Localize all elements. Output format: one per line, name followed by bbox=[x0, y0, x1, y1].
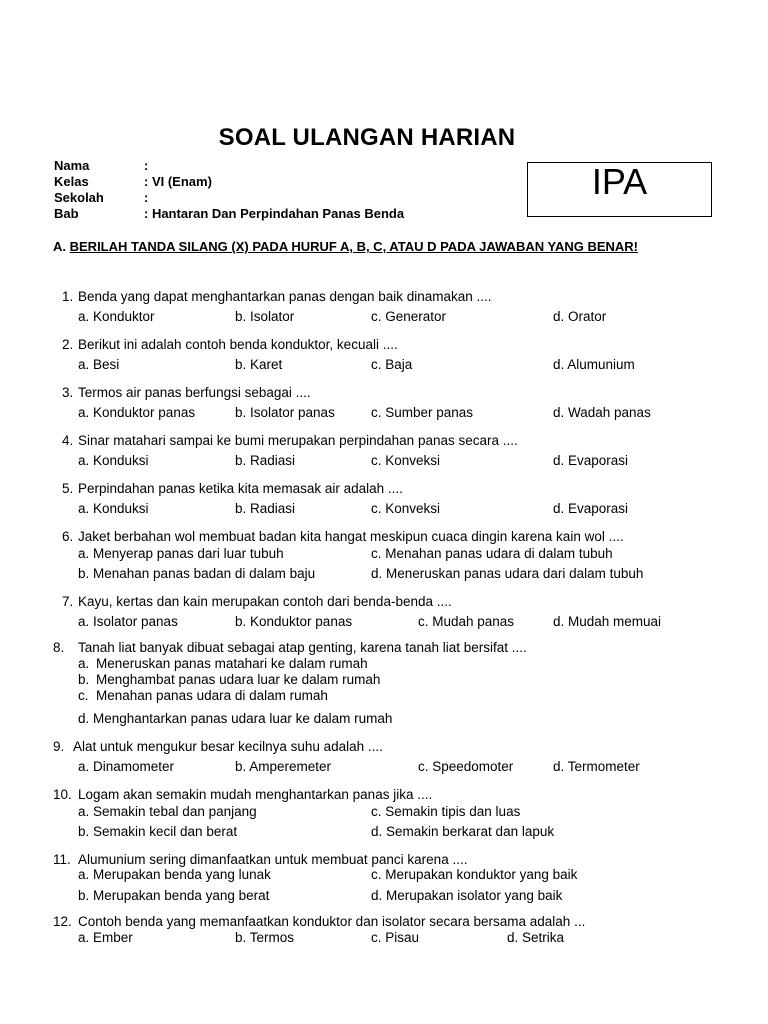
option: b. Radiasi bbox=[235, 501, 296, 516]
field-value-bab: : Hantaran Dan Perpindahan Panas Benda bbox=[144, 206, 405, 221]
question-number: 6. bbox=[62, 529, 74, 544]
question-text: Alat untuk mengukur besar kecilnya suhu adalah .... bbox=[73, 739, 383, 754]
option: a. Dinamometer bbox=[78, 759, 175, 774]
option: d. Merupakan isolator yang baik bbox=[371, 888, 563, 903]
page-title: SOAL ULANGAN HARIAN bbox=[218, 124, 516, 151]
option: Menghambat panas udara luar ke dalam rumah bbox=[96, 672, 381, 687]
option: d. Wadah panas bbox=[553, 405, 651, 420]
question-text: Contoh benda yang memanfaatkan konduktor dan isolator secara bersama adalah ... bbox=[78, 914, 586, 929]
question-text: Tanah liat banyak dibuat sebagai atap genting, karena tanah liat bersifat .... bbox=[78, 640, 527, 655]
option: c. Merupakan konduktor yang baik bbox=[371, 867, 578, 882]
option: c. Semakin tipis dan luas bbox=[371, 804, 521, 819]
option: c. Konveksi bbox=[371, 453, 441, 468]
option: b. Radiasi bbox=[235, 453, 296, 468]
option: a. Konduksi bbox=[78, 453, 149, 468]
question-text: Logam akan semakin mudah menghantarkan panas jika .... bbox=[78, 787, 433, 802]
option: c. Konveksi bbox=[371, 501, 441, 516]
option: a. Besi bbox=[78, 357, 120, 372]
subject-box bbox=[527, 162, 712, 217]
option: b. Menahan panas badan di dalam baju bbox=[78, 566, 316, 581]
option: a. Ember bbox=[78, 930, 133, 945]
field-label-nama: Nama bbox=[54, 158, 90, 173]
option: b. Karet bbox=[235, 357, 283, 372]
option: b. Isolator panas bbox=[235, 405, 335, 420]
option: b. Semakin kecil dan berat bbox=[78, 824, 238, 839]
option: b. Isolator bbox=[235, 309, 295, 324]
option: c. Mudah panas bbox=[418, 614, 515, 629]
option: d. Mudah memuai bbox=[553, 614, 662, 629]
question-text: Berikut ini adalah contoh benda konduktor, kecuali .... bbox=[78, 337, 398, 352]
option: d. Orator bbox=[553, 309, 607, 324]
option: a. Merupakan benda yang lunak bbox=[78, 867, 271, 882]
option: d. Meneruskan panas udara dari dalam tubuh bbox=[371, 566, 644, 581]
option: d. Termometer bbox=[553, 759, 640, 774]
option: Meneruskan panas matahari ke dalam rumah bbox=[96, 656, 368, 671]
option: c. Speedomoter bbox=[418, 759, 514, 774]
option: c. Menahan panas udara di dalam tubuh bbox=[371, 546, 613, 561]
option: d. Setrika bbox=[507, 930, 565, 945]
field-value-nama: : bbox=[144, 158, 149, 173]
field-label-kelas: Kelas bbox=[54, 174, 89, 189]
question-number: 4. bbox=[62, 433, 74, 448]
option: d. Menghantarkan panas udara luar ke dalam rumah bbox=[78, 711, 393, 726]
option: d. Alumunium bbox=[553, 357, 635, 372]
section-prefix: A. bbox=[53, 239, 66, 254]
question-number: 10. bbox=[53, 787, 72, 802]
option: b. Konduktor panas bbox=[235, 614, 353, 629]
question-number: 7. bbox=[62, 594, 74, 609]
option-letter: c. bbox=[78, 688, 89, 703]
option: d. Semakin berkarat dan lapuk bbox=[371, 824, 555, 839]
option: c. Generator bbox=[371, 309, 447, 324]
option: a. Konduksi bbox=[78, 501, 149, 516]
option-letter: b. bbox=[78, 672, 90, 687]
option: Menahan panas udara di dalam rumah bbox=[96, 688, 328, 703]
question-number: 5. bbox=[62, 481, 74, 496]
option: c. Sumber panas bbox=[371, 405, 474, 420]
question-number: 9. bbox=[53, 739, 65, 754]
option: a. Konduktor panas bbox=[78, 405, 196, 420]
section-instruction-text: BERILAH TANDA SILANG (X) PADA HURUF A, B, C, ATAU D PADA JAWABAN YANG BENAR! bbox=[69, 239, 639, 254]
option: a. Isolator panas bbox=[78, 614, 178, 629]
option: a. Menyerap panas dari luar tubuh bbox=[78, 546, 284, 561]
question-number: 11. bbox=[53, 852, 71, 867]
option: a. Semakin tebal dan panjang bbox=[78, 804, 257, 819]
field-label-bab: Bab bbox=[54, 206, 79, 221]
question-number: 3. bbox=[62, 385, 74, 400]
option: c. Baja bbox=[371, 357, 413, 372]
option: b. Termos bbox=[235, 930, 295, 945]
section-instruction bbox=[53, 239, 638, 254]
question-text: Perpindahan panas ketika kita memasak air adalah .... bbox=[78, 481, 403, 496]
question-number: 12. bbox=[53, 914, 72, 929]
question-text: Benda yang dapat menghantarkan panas dengan baik dinamakan .... bbox=[78, 289, 492, 304]
option: c. Pisau bbox=[371, 930, 420, 945]
option-letter: a. bbox=[78, 656, 90, 671]
option: d. Evaporasi bbox=[553, 453, 629, 468]
question-text: Kayu, kertas dan kain merupakan contoh dari benda-benda .... bbox=[78, 594, 452, 609]
question-text: Termos air panas berfungsi sebagai .... bbox=[78, 385, 311, 400]
field-value-sekolah: : bbox=[144, 190, 149, 205]
option: d. Evaporasi bbox=[553, 501, 629, 516]
question-text: Jaket berbahan wol membuat badan kita hangat meskipun cuaca dingin karena kain wol .... bbox=[78, 529, 624, 544]
option: b. Amperemeter bbox=[235, 759, 332, 774]
subject-label: IPA bbox=[591, 161, 648, 202]
question-number: 8. bbox=[53, 640, 65, 655]
field-value-kelas: : VI (Enam) bbox=[144, 174, 212, 189]
field-label-sekolah: Sekolah bbox=[54, 190, 104, 205]
question-text: Alumunium sering dimanfaatkan untuk membuat panci karena .... bbox=[78, 852, 468, 867]
option: b. Merupakan benda yang berat bbox=[78, 888, 270, 903]
question-text: Sinar matahari sampai ke bumi merupakan perpindahan panas secara .... bbox=[78, 433, 518, 448]
question-number: 2. bbox=[62, 337, 74, 352]
question-number: 1. bbox=[62, 289, 74, 304]
option: a. Konduktor bbox=[78, 309, 155, 324]
